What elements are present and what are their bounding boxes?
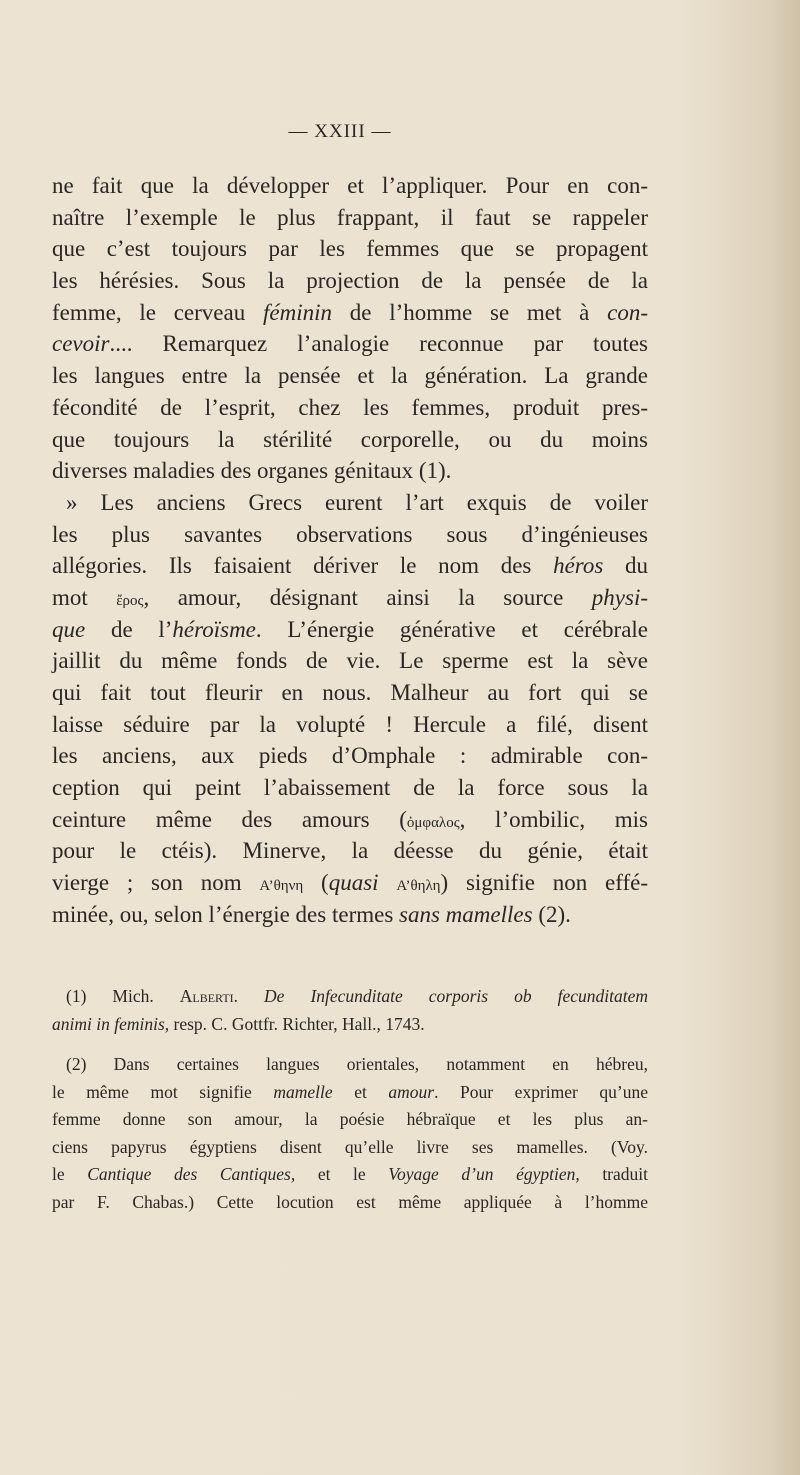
text-line: qui fait tout fleurir en nous. Malheur au fort qui se [52,680,648,705]
text-line: ception qui peint l’abaissement de la force sous la [52,775,648,801]
text-line: allégories. Ils faisaient dériver le nom des héros du [52,553,649,579]
text-line: mot ἔρος, amour, désignant ainsi la source physi- [52,584,648,610]
text-line: les anciens, aux pieds d’Omphale : admirable con- [52,743,648,769]
text-line: les plus savantes observations sous d’ingénieuses [52,521,648,547]
text-line: que toujours la stérilité corporelle, ou du moins [52,426,648,452]
text-line: cevoir.... Remarquez l’analogie reconnue par toutes [52,331,648,357]
text-line: pour le ctéis). Minerve, la déesse du génie, était [52,838,648,864]
footnote-line: animi in feminis, resp. C. Gottfr. Richter, Hall., 1743. [52,1013,425,1034]
footnote-line: ciens papyrus égyptiens disent qu’elle livre ses mamelles. (Voy. [52,1136,648,1157]
text-line: » Les anciens Grecs eurent l’art exquis de voiler [66,489,648,515]
text-line: les langues entre la pensée et la génération. La grande [52,363,648,389]
page-number-header: — XXIII — [288,121,392,142]
text-line: les hérésies. Sous la projection de la pensée de la [52,268,648,294]
footnote-line: le même mot signifie mamelle et amour. Pour exprimer qu’une [52,1081,649,1102]
footnote-line: (2) Dans certaines langues orientales, notamment en hébreu, [66,1054,648,1074]
text-line: laisse séduire par la volupté ! Hercule a filé, disent [52,711,648,737]
footnote-line: le Cantique des Cantiques, et le Voyage d’un égyptien, traduit [52,1164,649,1184]
text-line: vierge ; son nom Α’θηνη (quasi Α’θηλη) signifie non effé- [52,870,648,896]
text-line: que c’est toujours par les femmes que se propagent [52,236,648,262]
footnote-line: femme donne son amour, la poésie hébraïque et les plus an- [52,1109,648,1129]
text-line: diverses maladies des organes génitaux (1). [52,458,452,484]
footnote-line: par F. Chabas.) Cette locution est même appliquée à l’homme [52,1191,648,1212]
text-line: ceinture même des amours (ὀμφαλος, l’ombilic, mis [52,806,648,832]
main-text [52,170,648,931]
text-line: naître l’exemple le plus frappant, il faut se rappeler [52,204,648,230]
text-line: femme, le cerveau féminin de l’homme se met à con- [52,299,649,325]
text-line: que de l’héroïsme. L’énergie générative et cérébrale [52,616,648,642]
footnotes [52,983,648,1216]
text-line: jaillit du même fonds de vie. Le sperme est la sève [52,648,648,674]
footnote-line: (1) Mich. Alberti. De Infecunditate corporis ob fecunditatem [66,986,648,1006]
text-line: ne fait que la développer et l’appliquer. Pour en con- [52,173,648,198]
text-line: fécondité de l’esprit, chez les femmes, produit pres- [52,394,648,420]
text-line: minée, ou, selon l’énergie des termes sans mamelles (2). [52,901,571,927]
